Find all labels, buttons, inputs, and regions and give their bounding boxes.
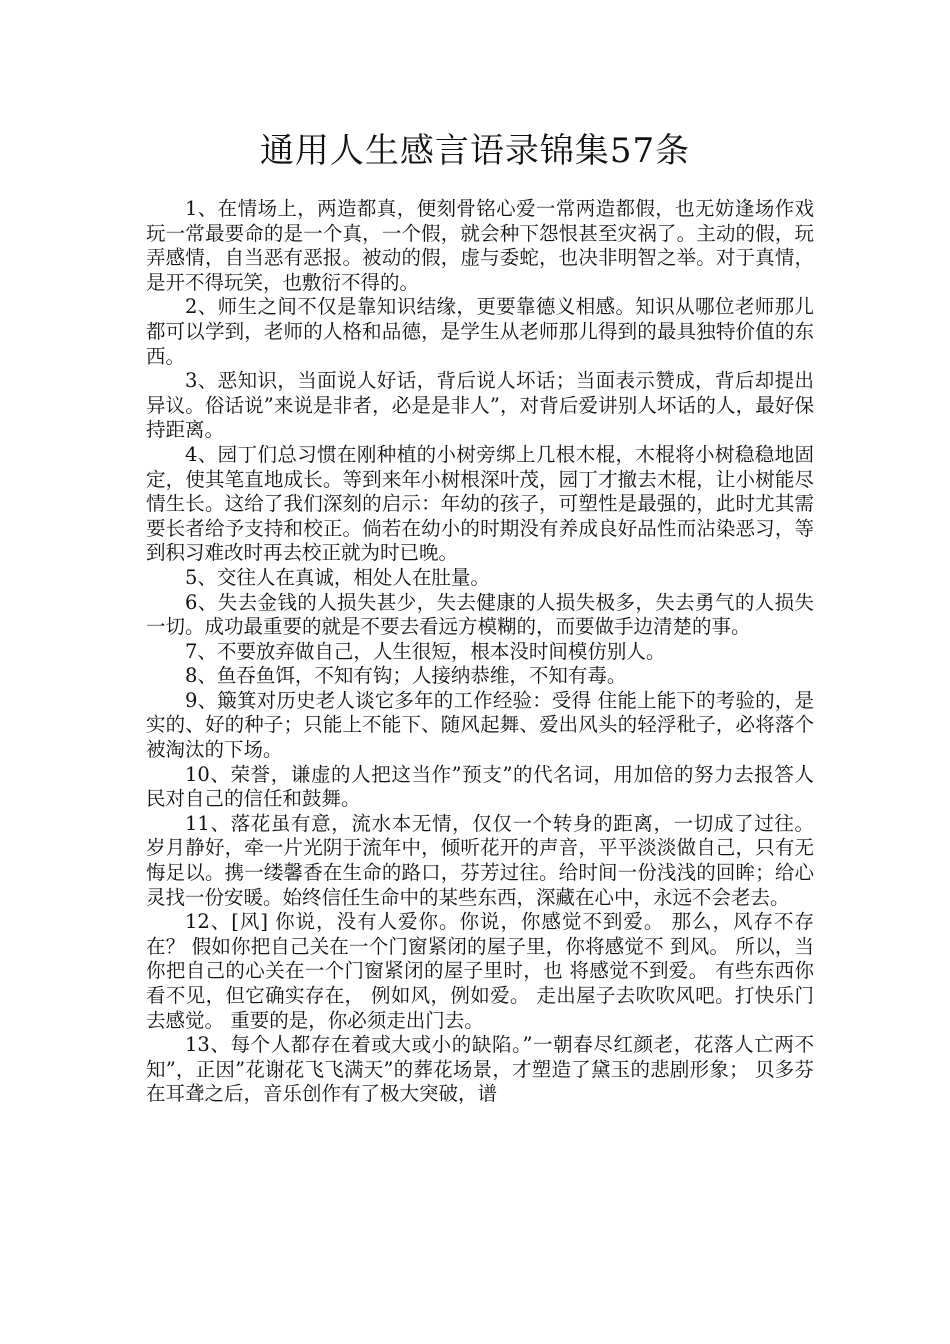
paragraph-13: 13、每个人都存在着或大或小的缺陷。”一朝春尽红颜老，花落人亡两不 知”，正因”花谢花飞飞满天”的葬花场景，才塑造了黛玉的悲剧形象； 贝多芬在耳聋之后，音乐创作有了极大突破，谱 xyxy=(146,1033,814,1106)
paragraph-12: 12、[风] 你说，没有人爱你。你说，你感觉不到爱。 那么，风存不存在？ 假如你把自己关在一个门窗紧闭的屋子里，你将感觉不 到风。 所以，当你把自己的心关在一个门窗紧闭的屋子里时，也 将感觉不到爱。 有些东西你看不见，但它确实存在， 例如风，例如爱。 走出屋子去吹吹风吧。打快乐门去感觉。 重要的是，你必须走出门去。 xyxy=(146,910,814,1032)
paragraph-2: 2、师生之间不仅是靠知识结缘，更要靠德义相感。知识从哪位老师那儿都可以学到，老师的人格和品德，是学生从老师那儿得到的最具独特价值的东西。 xyxy=(146,295,814,368)
document-body xyxy=(146,197,814,1107)
paragraph-1: 1、在情场上，两造都真，便刻骨铭心爱一常两造都假，也无妨逢场作戏玩一常最要命的是一个真，一个假，就会种下怨恨甚至灾祸了。主动的假，玩弄感情，自当恶有恶报。被动的假，虚与委蛇，也决非明智之举。对于真情，是开不得玩笑，也敷衍不得的。 xyxy=(146,197,814,294)
paragraph-3: 3、恶知识，当面说人好话，背后说人坏话；当面表示赞成，背后却提出异议。俗话说”来说是非者，必是是非人”，对背后爱讲别人坏话的人，最好保持距离。 xyxy=(146,369,814,442)
paragraph-10: 10、荣誉，谦虚的人把这当作”预支”的代名词，用加倍的努力去报答人民对自己的信任和鼓舞。 xyxy=(146,762,814,811)
page-title: 通用人生感言语录锦集57条 xyxy=(259,131,691,171)
paragraph-8: 8、鱼吞鱼饵，不知有钩；人接纳恭维，不知有毒。 xyxy=(185,664,627,688)
paragraph-4: 4、园丁们总习惯在刚种植的小树旁绑上几根木棍，木棍将小树稳稳地固定，使其笔直地成长。等到来年小树根深叶茂，园丁才撤去木棍，让小树能尽情生长。这给了我们深刻的启示：年幼的孩子，可塑性是最强的，此时尤其需要长者给予支持和校正。倘若在幼小的时期没有养成良好品性而沾染恶习，等到积习难改时再去校正就为时已晚。 xyxy=(146,442,814,565)
paragraph-9: 9、簸箕对历史老人谈它多年的工作经验：受得 住能上能下的考验的，是实的、好的种子；只能上不能下、随风起舞、爱出风头的轻浮秕子，必将落个被淘汰的下场。 xyxy=(146,688,814,762)
paragraph-11: 11、落花虽有意，流水本无情，仅仅一个转身的距离，一切成了过往。岁月静好，牵一片光阴于流年中，倾听花开的声音，平平淡淡做自己，只有无悔足以。携一缕馨香在生命的路口，芬芳过往。给时间一份浅浅的回眸；给心灵找一份安暖。始终信任生命中的某些东西，深藏在心中，永远不会老去。 xyxy=(146,811,814,909)
paragraph-6: 6、失去金钱的人损失甚少，失去健康的人损失极多，失去勇气的人损失一切。成功最重要的就是不要去看远方模糊的，而要做手边清楚的事。 xyxy=(146,590,814,639)
paragraph-7: 7、不要放弃做自己，人生很短，根本没时间模仿别人。 xyxy=(185,639,666,663)
paragraph-5: 5、交往人在真诚，相处人在肚量。 xyxy=(185,565,490,589)
